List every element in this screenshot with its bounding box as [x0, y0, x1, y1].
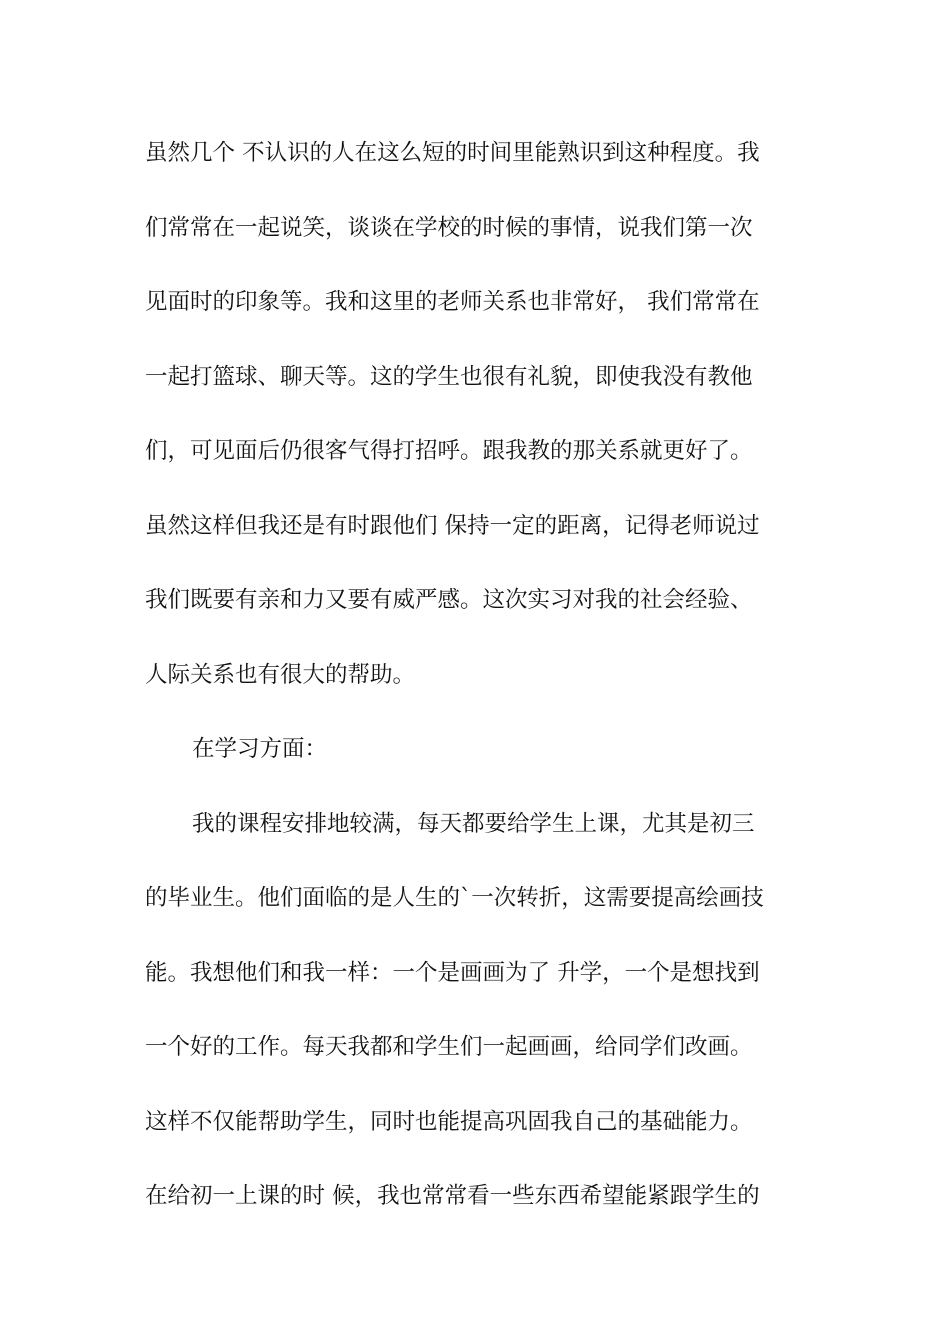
text-line: 一起打篮球、聊天等。这的学生也很有礼貌，即使我没有教他 [145, 363, 753, 390]
text-line: 虽然几个 不认识的人在这么短的时间里能熟识到这种程度。我 [145, 140, 760, 166]
text-line: 一个好的工作。每天我都和学生们一起画画，给同学们改画。 [145, 1034, 753, 1060]
text-line: 们常常在一起说笑，谈谈在学校的时候的事情，说我们第一次 [145, 214, 753, 241]
section-heading: 在学习方面： [192, 736, 328, 762]
document-body [145, 130, 815, 1248]
text-line: 们，可见面后仍很客气得打招呼。跟我教的那关系就更好了。 [145, 438, 753, 464]
text-line: 在给初一上课的时 候，我也常常看一些东西希望能紧跟学生的 [145, 1183, 760, 1209]
text-line: 我们既要有亲和力又要有威严感。这次实习对我的社会经验、 [145, 587, 753, 613]
text-line: 虽然这样但我还是有时跟他们 保持一定的距离，记得老师说过 [145, 512, 760, 539]
text-line: 这样不仅能帮助学生，同时也能提高巩固我自己的基础能力。 [145, 1108, 753, 1135]
text-line: 能。我想他们和我一样：一个是画画为了 升学，一个是想找到 [145, 959, 760, 986]
paragraph-start-line: 我的课程安排地较满，每天都要给学生上课，尤其是初三 [192, 810, 755, 837]
text-line: 见面时的印象等。我和这里的老师关系也非常好， 我们常常在 [145, 289, 760, 315]
text-line: 人际关系也有很大的帮助。 [145, 661, 416, 688]
text-line: 的毕业生。他们面临的是人生的`一次转折，这需要提高绘画技 [145, 885, 764, 911]
